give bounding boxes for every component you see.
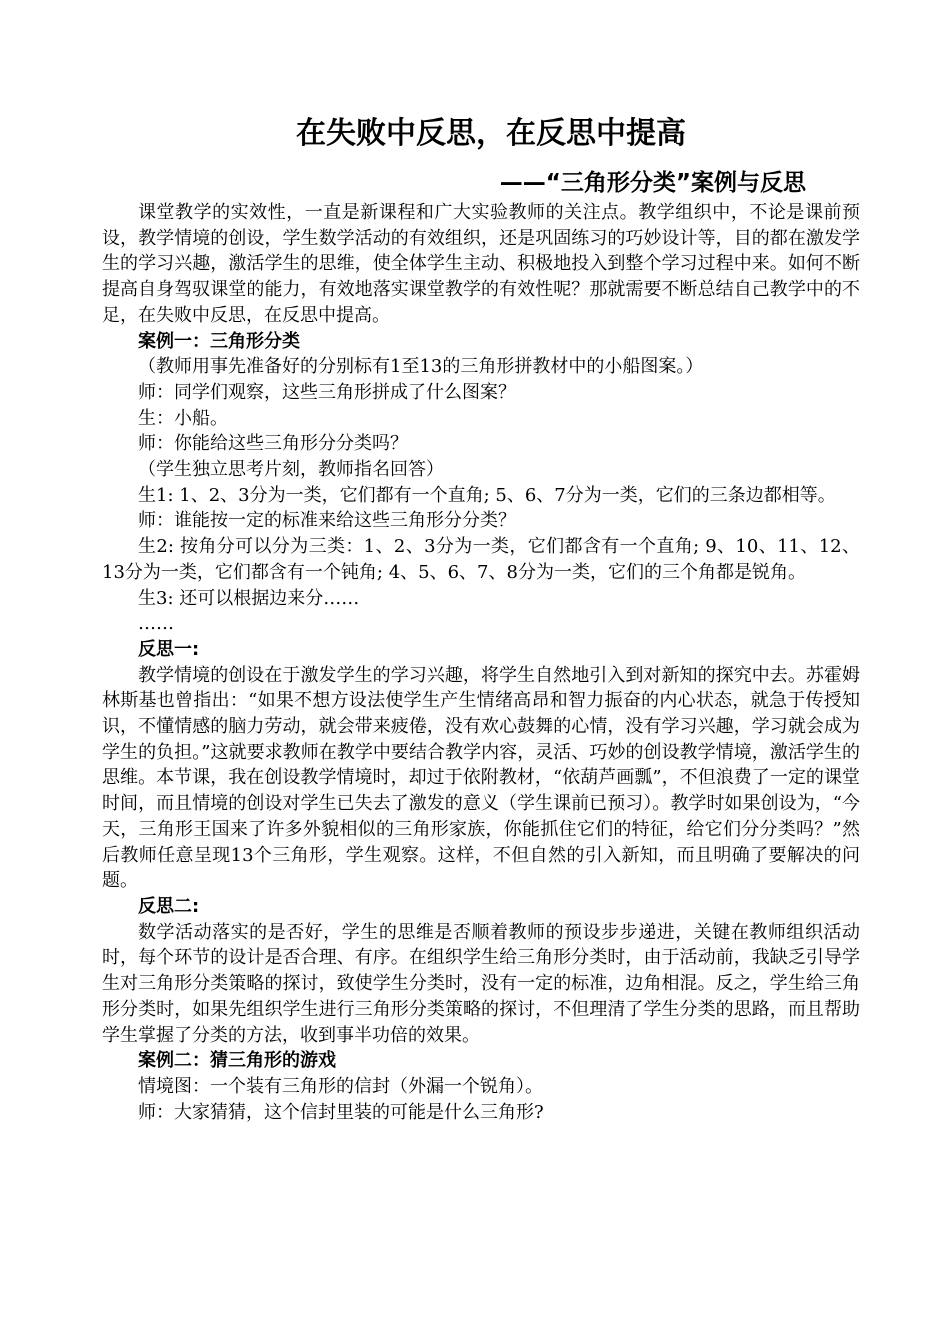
dialogue-line: 师：大家猜猜，这个信封里装的可能是什么三角形? <box>138 1101 544 1123</box>
document-body <box>102 200 860 1125</box>
case-one-heading: 案例一：三角形分类 <box>138 330 300 352</box>
document-title: 在失败中反思，在反思中提高 <box>296 116 686 151</box>
dialogue-line: 生1: 1、2、3分为一类，它们都有一个直角; 5、6、7分为一类，它们的三条边都相等。 <box>138 484 836 506</box>
document-subtitle: ——“三角形分类”案例与反思 <box>499 170 806 196</box>
reflection-one-heading: 反思一: <box>138 638 200 660</box>
document-page <box>102 112 860 1125</box>
dialogue-line: 师：谁能按一定的标准来给这些三角形分分类？ <box>138 510 516 532</box>
dialogue-line: 生：小船。 <box>138 407 228 429</box>
dialogue-line: 情境图：一个装有三角形的信封（外漏一个锐角）。 <box>138 1075 543 1097</box>
intro-paragraph: 课堂教学的实效性，一直是新课程和广大实验教师的关注点。教学组织中，不论是课前预设，教学情境的创设，学生数学活动的有效组织，还是巩固练习的巧妙设计等，目的都在激发学生的学习兴趣，激活学生的思维，使全体学生主动、积极地投入到整个学习过程中来。如何不断提高自身驾驭课堂的能力，有效地落实课堂教学的有效性呢？那就需要不断总结自己教学中的不足，在失败中反思，在反思中提高。 <box>102 202 860 326</box>
reflection-two-heading: 反思二: <box>138 895 200 917</box>
dialogue-line: 生2: 按角分可以分为三类：1、2、3分为一类，它们都含有一个直角; 9、10、11、12、13分为一类，它们都含有一个钝角; 4、5、6、7、8分为一类，它们的三个角都是锐角。 <box>102 536 860 583</box>
dialogue-line: 师：你能给这些三角形分分类吗？ <box>138 433 408 455</box>
case-two-heading: 案例二：猜三角形的游戏 <box>138 1050 336 1072</box>
ellipsis-line: …… <box>138 613 174 635</box>
reflection-two-paragraph: 数学活动落实的是否好，学生的思维是否顺着教师的预设步步递进，关键在教师组织活动时，每个环节的设计是否合理、有序。在组织学生给三角形分类时，由于活动前，我缺乏引导学生对三角形分类策略的探讨，致使学生分类时，没有一定的标准，边角相混。反之，学生给三角形分类时，如果先组织学生进行三角形分类策略的探讨，不但理清了学生分类的思路，而且帮助学生掌握了分类的方法，收到事半功倍的效果。 <box>102 921 860 1046</box>
dialogue-line: 生3: 还可以根据边来分…… <box>138 587 360 609</box>
dialogue-line: 师：同学们观察，这些三角形拼成了什么图案？ <box>138 381 516 403</box>
dialogue-line: （学生独立思考片刻，教师指名回答） <box>138 459 444 481</box>
dialogue-line: （教师用事先准备好的分别标有1至13的三角形拼教材中的小船图案。） <box>138 356 704 378</box>
reflection-one-paragraph: 教学情境的创设在于激发学生的学习兴趣，将学生自然地引入到对新知的探究中去。苏霍姆林斯基也曾指出：“如果不想方设法使学生产生情绪高昂和智力振奋的内心状态，就急于传授知识，不懂情感的脑力劳动，就会带来疲倦，没有欢心鼓舞的心情，没有学习兴趣，学习就会成为学生的负担。”这就要求教师在教学中要结合教学内容，灵活、巧妙的创设教学情境，激活学生的思维。本节课，我在创设教学情境时，却过于依附教材，“依葫芦画瓢”，不但浪费了一定的课堂时间，而且情境的创设对学生已失去了激发的意义（学生课前已预习）。教学时如果创设为，“今天，三角形王国来了许多外貌相似的三角形家族，你能抓住它们的特征，给它们分分类吗？”然后教师任意呈现13个三角形，学生观察。这样，不但自然的引入新知，而且明确了要解决的问题。 <box>102 664 860 892</box>
